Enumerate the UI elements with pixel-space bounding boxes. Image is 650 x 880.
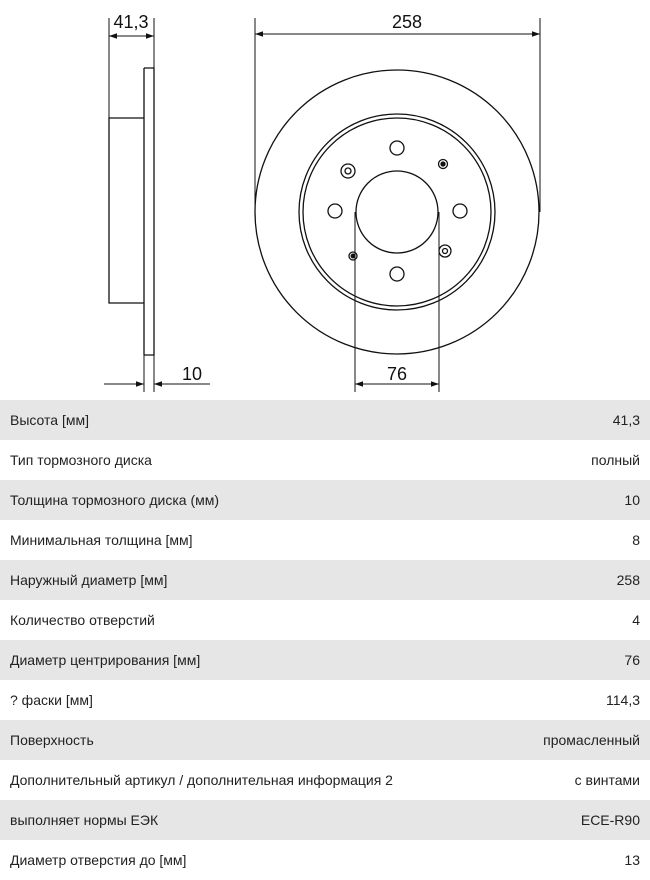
spec-row-min-thickness bbox=[0, 520, 650, 560]
spec-value: 8 bbox=[632, 532, 640, 548]
spec-row-outer-diameter bbox=[0, 560, 650, 600]
spec-value: промасленный bbox=[543, 732, 640, 748]
spec-label: Высота [мм] bbox=[10, 412, 89, 428]
bolt-hole bbox=[328, 204, 342, 218]
hat-outline bbox=[109, 118, 144, 303]
spec-value: 10 bbox=[624, 492, 640, 508]
spec-row-disc-thickness bbox=[0, 480, 650, 520]
screw-hole-inner bbox=[351, 254, 355, 258]
spec-label: Наружный диаметр [мм] bbox=[10, 572, 168, 588]
outer-disc-circle bbox=[255, 70, 539, 354]
thickness-dimension-label: 10 bbox=[181, 364, 203, 384]
spec-value: 13 bbox=[624, 852, 640, 868]
spec-row-disc-type bbox=[0, 440, 650, 480]
brake-disc-technical-drawing bbox=[0, 0, 650, 400]
spec-label: выполняет нормы ЕЭК bbox=[10, 812, 159, 828]
spec-label: ? фаски [мм] bbox=[10, 692, 93, 708]
screw-hole-inner bbox=[345, 168, 351, 174]
spec-label: Дополнительный артикул / дополнительная информация 2 bbox=[10, 772, 393, 788]
outer-diameter-label: 258 bbox=[391, 12, 423, 32]
spec-row-additional-info bbox=[0, 760, 650, 800]
spec-value: с винтами bbox=[574, 772, 640, 788]
specifications-table bbox=[0, 400, 650, 880]
spec-label: Толщина тормозного диска (мм) bbox=[10, 492, 220, 508]
spec-value: 4 bbox=[632, 612, 640, 628]
spec-row-height bbox=[0, 400, 650, 440]
spec-row-chamfer bbox=[0, 680, 650, 720]
side-profile-view bbox=[104, 18, 210, 392]
screw-hole-outer bbox=[439, 245, 451, 257]
spec-row-centering-diameter bbox=[0, 640, 650, 680]
spec-row-surface bbox=[0, 720, 650, 760]
front-view bbox=[255, 18, 540, 392]
screw-hole-outer bbox=[341, 164, 355, 178]
spec-row-hole-diameter bbox=[0, 840, 650, 880]
spec-label: Диаметр отверстия до [мм] bbox=[10, 852, 187, 868]
spec-label: Поверхность bbox=[10, 732, 94, 748]
spec-value: 76 bbox=[624, 652, 640, 668]
spec-row-hole-count bbox=[0, 600, 650, 640]
centering-diameter-label: 76 bbox=[386, 364, 408, 384]
spec-label: Тип тормозного диска bbox=[10, 452, 152, 468]
friction-ring-outline bbox=[144, 68, 154, 355]
height-dimension-label: 41,3 bbox=[113, 12, 149, 32]
hat-circle-inner bbox=[303, 118, 491, 306]
screw-hole-inner bbox=[443, 249, 448, 254]
spec-label: Минимальная толщина [мм] bbox=[10, 532, 193, 548]
screw-hole-inner bbox=[441, 162, 445, 166]
spec-value: 258 bbox=[616, 572, 640, 588]
spec-label: Количество отверстий bbox=[10, 612, 155, 628]
spec-value: ECE-R90 bbox=[580, 812, 640, 828]
center-bore bbox=[356, 171, 438, 253]
bolt-hole bbox=[390, 141, 404, 155]
bolt-hole bbox=[453, 204, 467, 218]
spec-row-ece-norm bbox=[0, 800, 650, 840]
spec-label: Диаметр центрирования [мм] bbox=[10, 652, 201, 668]
bolt-hole bbox=[390, 267, 404, 281]
spec-value: 114,3 bbox=[606, 692, 640, 708]
spec-value: полный bbox=[591, 452, 640, 468]
spec-value: 41,3 bbox=[612, 412, 640, 428]
